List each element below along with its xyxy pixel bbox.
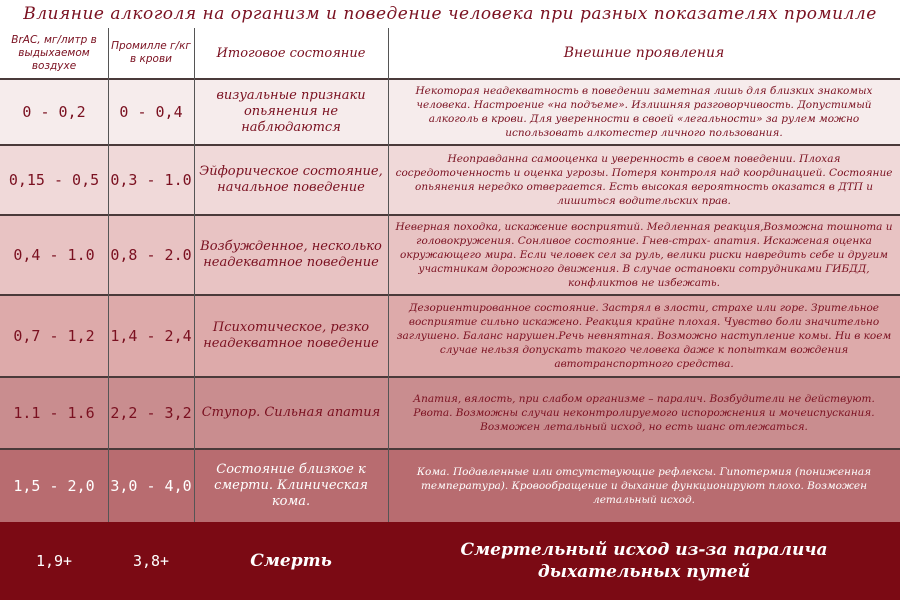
state-value: Психотическое, резко неадекватное поведение bbox=[203, 320, 379, 351]
header-signs: Внешние проявления bbox=[563, 45, 725, 61]
table-row bbox=[0, 144, 900, 214]
column-divider bbox=[108, 28, 109, 522]
table-header bbox=[0, 28, 900, 78]
signs-value: Неверная походка, искажение восприятий. Медленная реакция,Возможна тошнота и головокружения. Сонливое состояние. Гнев-страх- апатия. Искаженая оценка окружающего мира. Если человек сел за руль, велики риски навредить себе и другим участникам дорожного движения. В случае остановки сотрудниками ГИБДД, конфликтов не избежать. bbox=[395, 221, 893, 289]
final-row bbox=[0, 522, 900, 600]
signs-value: Неоправданна самооценка и уверенность в своем поведении. Плохая сосредоточенность и оценка угрозы. Потеря контроля над координацией. Состояние опьянения нередко отвергается. Есть высокая вероятность оказатся в ДТП и лишиться водительских прав. bbox=[395, 153, 893, 207]
table-row bbox=[0, 294, 900, 376]
promille-value: 3,0 - 4,0 bbox=[110, 477, 192, 495]
brac-value: 1.1 - 1.6 bbox=[13, 404, 95, 422]
state-value: Ступор. Сильная апатия bbox=[201, 405, 381, 420]
signs-value: Некоторая неадекватность в поведении заметная лишь для близких знакомых человека. Настроение «на подъеме». Излишняя разговорчивость. Допустимый алкоголь в крови. Для уверенности в своей «легальности» за рулем можно использовать алкотестер личного пользования. bbox=[415, 85, 873, 139]
table-row bbox=[0, 448, 900, 522]
column-divider bbox=[388, 28, 389, 522]
state-value: Эйфорическое состояние, начальное поведение bbox=[199, 164, 383, 195]
signs-value: Дезориентированное состояние. Застрял в злости, страхе или горе. Зрительное восприятие сильно искажено. Реакция крайне плохая. Чувство боли значительно заглушено. Баланс нарушен.Речь невнятная. Возможно наступление комы. Ни в коем случае нельзя допускать такого человека даже к попыткам вождения автотранспортного средства. bbox=[396, 302, 892, 370]
column-divider bbox=[194, 28, 195, 522]
state-value: Состояние близкое к смерти. Клиническая кома. bbox=[214, 462, 368, 509]
page-title: Влияние алкоголя на организм и поведение человека при разных показателях промилле bbox=[23, 4, 877, 24]
brac-value: 0,15 - 0,5 bbox=[8, 171, 100, 189]
brac-value: 1,9+ bbox=[35, 552, 73, 570]
signs-value: Смертельный исход из-за паралича дыхательных путей bbox=[460, 540, 828, 582]
state-value: визуальные признаки опьянения не наблюдаются bbox=[216, 88, 366, 135]
table-row bbox=[0, 78, 900, 144]
brac-value: 0,4 - 1.0 bbox=[13, 246, 95, 264]
table-row bbox=[0, 376, 900, 448]
promille-value: 1,4 - 2,4 bbox=[110, 327, 192, 345]
signs-value: Кома. Подавленные или отсутствующие рефлексы. Гипотермия (пониженная температура). Кровообращение и дыхание функционируют плохо. Возможен летальный исход. bbox=[416, 466, 872, 506]
brac-value: 1,5 - 2,0 bbox=[13, 477, 95, 495]
header-brac: BrAC, мг/литр в выдыхаемом воздухе bbox=[11, 33, 97, 72]
promille-value: 2,2 - 3,2 bbox=[110, 404, 192, 422]
brac-value: 0,7 - 1,2 bbox=[13, 327, 95, 345]
promille-value: 0,3 - 1.0 bbox=[110, 171, 192, 189]
header-promille: Промилле г/кг в крови bbox=[111, 40, 191, 65]
promille-value: 0 - 0,4 bbox=[119, 103, 183, 121]
state-value: Смерть bbox=[250, 551, 332, 571]
brac-value: 0 - 0,2 bbox=[22, 103, 86, 121]
state-value: Возбужденное, несколько неадекватное поведение bbox=[200, 239, 382, 270]
header-state: Итоговое состояние bbox=[216, 45, 366, 61]
promille-value: 3,8+ bbox=[132, 552, 170, 570]
table-row bbox=[0, 214, 900, 294]
signs-value: Апатия, вялость, при слабом организме – паралич. Возбудители не действуют. Рвота. Возможны случаи неконтролируемого испорожнения и мочеиспускания. Возможен летальный исход, но есть шанс отлежаться. bbox=[413, 393, 875, 433]
promille-value: 0,8 - 2.0 bbox=[110, 246, 192, 264]
